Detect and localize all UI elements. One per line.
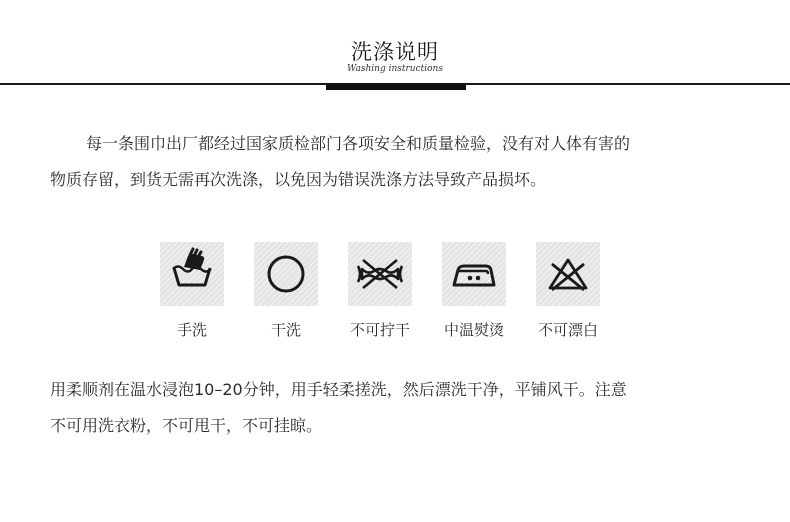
care-item-do-not-bleach <box>523 242 613 340</box>
instructions-line-2: 不可用洗衣粉，不可甩干，不可挂晾。 <box>50 416 323 435</box>
page-subtitle: Washing instructions <box>347 64 443 74</box>
care-label-do-not-wring: 不可拧干 <box>349 321 410 339</box>
dry-clean-icon <box>254 242 318 306</box>
hand-wash-icon <box>160 242 224 306</box>
iron-medium-heat-icon <box>442 242 506 306</box>
intro-line-1: 每一条围巾出厂都经过国家质检部门各项安全和质量检验，没有对人体有害的 <box>86 134 631 153</box>
instructions-line-1: 用柔顺剂在温水浸泡10–20分钟，用手轻柔搓洗，然后漂洗干净，平铺风干。注意 <box>50 380 627 399</box>
care-item-dry-clean <box>241 242 331 340</box>
page-title: 洗涤说明 <box>351 40 439 64</box>
intro-paragraph <box>50 126 750 198</box>
do-not-wring-icon <box>348 242 412 306</box>
instructions-paragraph <box>50 372 750 444</box>
care-label-iron: 中温熨烫 <box>443 321 504 339</box>
care-label-do-not-bleach: 不可漂白 <box>537 321 598 339</box>
care-label-dry-clean: 干洗 <box>270 321 301 339</box>
care-item-iron <box>429 242 519 340</box>
intro-line-2: 物质存留，到货无需再次洗涤，以免因为错误洗涤方法导致产品损坏。 <box>50 170 547 189</box>
care-item-hand-wash <box>147 242 237 340</box>
header-accent-bar <box>326 83 466 90</box>
do-not-bleach-icon <box>536 242 600 306</box>
care-label-hand-wash: 手洗 <box>176 321 207 339</box>
care-item-do-not-wring <box>335 242 425 340</box>
